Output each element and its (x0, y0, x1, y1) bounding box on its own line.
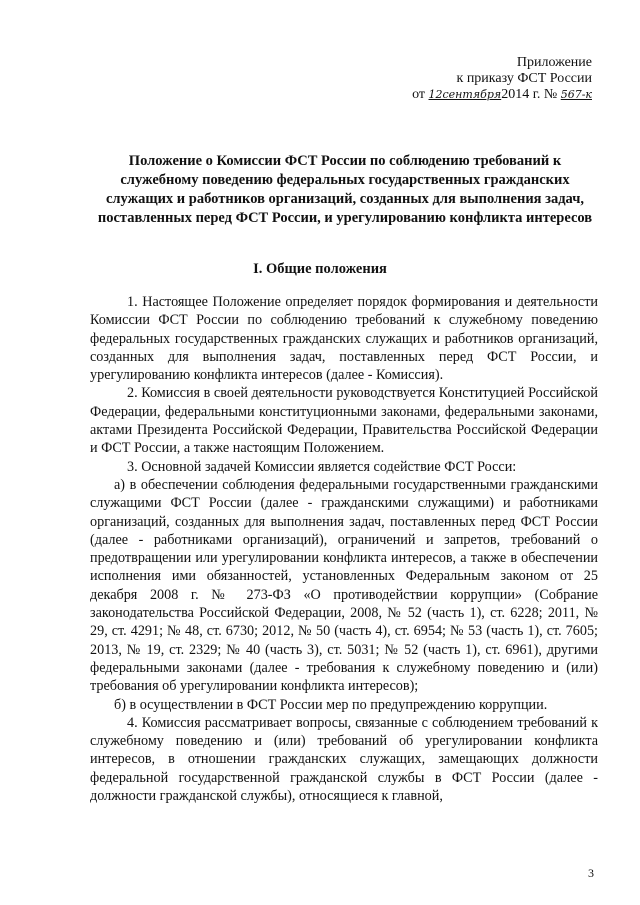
document-body (90, 293, 598, 805)
order-date-line (412, 87, 592, 103)
order-reference: к приказу ФСТ России (456, 71, 592, 86)
document-title: Положение о Комиссии ФСТ России по соблюдению требований к служебному поведению федеральных государственных гражданских служащих и работников организаций, созданных для выполнения задач, поставленных перед ФСТ России, и урегулированию конфликта интересов (97, 153, 593, 226)
section-heading: I. Общие положения (253, 261, 387, 277)
appendix-label: Приложение (516, 55, 592, 70)
order-year: 2014 г. (501, 87, 541, 102)
handwritten-date: 12сентября (428, 88, 502, 101)
page-number: 3 (588, 866, 594, 880)
number-sign: № (543, 87, 558, 102)
handwritten-order-number: 567-к (560, 88, 592, 101)
paragraph-3b: б) в осуществлении в ФСТ России мер по предупреждению коррупции. (114, 696, 548, 713)
paragraph-3a: а) в обеспечении соблюдения федеральными государственными гражданскими служащими ФСТ России (далее - гражданскими служащими) и работниками организаций, созданных для выполнения задач, поставленных перед ФСТ России (далее - работниками организаций), ограничений и запретов, требований о предотвращении или урегулировании конфликта интересов, а также в обеспечении исполнения ими обязанностей, установленных Федеральным законом от 25 декабря 2008 г. № 273-ФЗ «О противодействии коррупции» (Собрание законодательства Российской Федерации, 2008, № 52 (часть 1), ст. 6228; 2011, № 29, ст. 4291; № 48, ст. 6730; 2012, № 50 (часть 4), ст. 6954; № 53 (часть 1), ст. 7605; 2013, № 19, ст. 2329; № 40 (часть 3), ст. 5031; № 52 (часть 1), ст. 6961), другими федеральными законами (далее - требования к служебному поведению и (или) требования об урегулировании конфликта интересов); (90, 476, 598, 695)
date-prefix: от (412, 87, 426, 102)
appendix-header (412, 55, 592, 103)
paragraph-4: 4. Комиссия рассматривает вопросы, связанные с соблюдением требований к служебному поведению и (или) требований об урегулировании конфликта интересов, в отношении гражданских служащих, замещающих должности федеральной государственной гражданской службы в ФСТ России (далее - должности гражданской службы), относящиеся к главной, (90, 714, 598, 805)
paragraph-2: 2. Комиссия в своей деятельности руководствуется Конституцией Российской Федерации, федеральными конституционными законами, федеральными законами, актами Президента Российской Федерации, Правительства Российской Федерации и ФСТ России, а также настоящим Положением. (90, 385, 598, 457)
paragraph-3: 3. Основной задачей Комиссии является содействие ФСТ Росси: (127, 458, 517, 475)
paragraph-1: 1. Настоящее Положение определяет порядок формирования и деятельности Комиссии ФСТ России по соблюдению требований к служебному поведению федеральных государственных гражданских служащих и работников организаций, созданных для выполнения задач, поставленных перед ФСТ России, и урегулированию конфликта интересов (далее - Комиссия). (90, 294, 598, 384)
